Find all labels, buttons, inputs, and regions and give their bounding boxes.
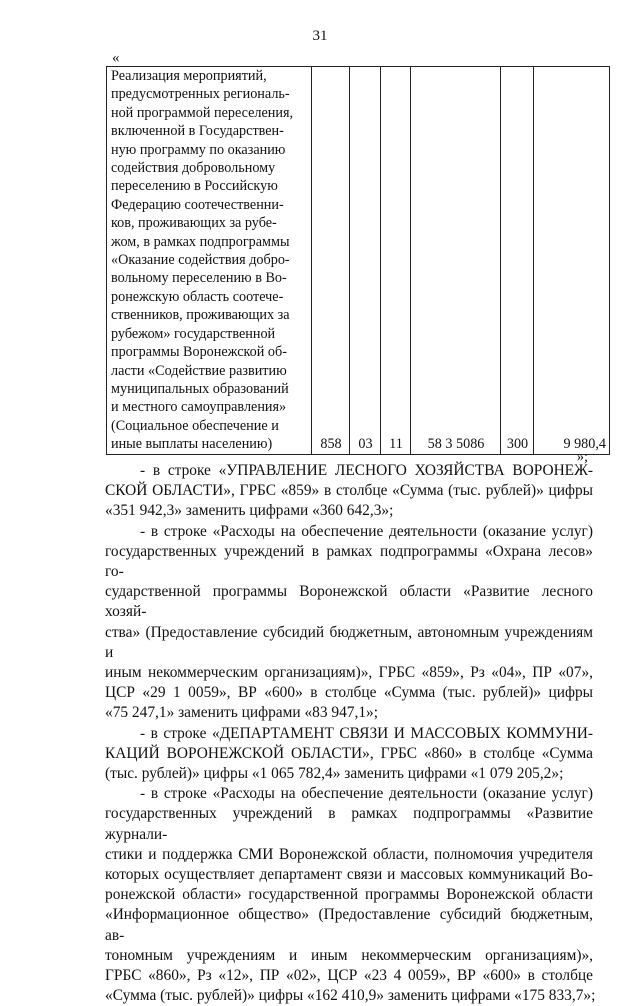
- text-line: - в строке «УПРАВЛЕНИЕ ЛЕСНОГО ХОЗЯЙСТВА ВОРОНЕЖ-: [140, 462, 593, 479]
- text-line: «Информационное общество» (Предоставление субсидий бюджетным, ав-: [105, 906, 593, 944]
- table-close-quote: »;: [576, 449, 588, 465]
- name-line: предусмотренных региональ-: [111, 86, 290, 103]
- name-line: рубежом» государственной: [111, 325, 276, 342]
- text-line: - в строке «Расходы на обеспечение деятельности (оказание услуг): [140, 522, 593, 540]
- text-line: стики и поддержка СМИ Воронежской области, полномочия учредителя: [105, 845, 593, 863]
- budget-table-container: [106, 66, 610, 455]
- name-line: ственников, проживающих за: [111, 307, 290, 324]
- name-line: переселению в Российскую: [111, 178, 278, 195]
- amendment-paragraph-forestry-total: [105, 461, 593, 522]
- name-line: муниципальных образований: [111, 380, 289, 397]
- name-line: Реализация мероприятий,: [111, 68, 267, 84]
- name-line: ронежскую область соотече-: [111, 288, 284, 305]
- name-line: вольному переселению в Во-: [111, 270, 287, 287]
- name-line: жом, в рамках подпрограммы: [111, 233, 290, 250]
- text-line: сударственной программы Воронежской области «Развитие лесного хозяй-: [105, 583, 593, 621]
- table-row: [107, 67, 610, 455]
- name-line: и местного самоуправления»: [111, 399, 287, 416]
- vr-cell: 300: [501, 67, 534, 455]
- expense-name-cell: [107, 67, 312, 455]
- text-line: ства» (Предоставление субсидий бюджетным, автономным учреждениям и: [105, 623, 593, 661]
- text-line: которых осуществляет департамент связи и массовых коммуникаций Во-: [105, 866, 593, 884]
- text-line: - в строке «Расходы на обеспечение деятельности (оказание услуг): [140, 785, 593, 803]
- name-line: ную программу по оказанию: [111, 141, 286, 158]
- text-line: - в строке «ДЕПАРТАМЕНТ СВЯЗИ И МАССОВЫХ КОММУНИ-: [140, 724, 593, 742]
- csr-cell: 58 3 5086: [411, 67, 501, 455]
- pr-cell: 11: [381, 67, 411, 455]
- text-line: (тыс. рублей)» цифры «1 065 782,4» заменить цифрами «1 079 205,2»;: [105, 765, 564, 783]
- text-line: иным некоммерческим организациям)», ГРБС «859», Рз «04», ПР «07»,: [105, 664, 593, 682]
- text-line: ронежской области» государственной программы Воронежской области: [105, 886, 593, 904]
- page-number: 31: [312, 28, 328, 44]
- name-line: содействия добровольному: [111, 160, 276, 177]
- name-line: ков, проживающих за рубе-: [111, 215, 277, 232]
- name-line: программы Воронежской об-: [111, 344, 287, 361]
- name-line: (Социальное обеспечение и: [111, 417, 279, 434]
- text-line: тономным учреждениям и иным некоммерческим организациям)»,: [105, 946, 593, 964]
- amendment-paragraph-forest-protection: [105, 522, 593, 724]
- name-line: Федерацию соотечественни-: [111, 196, 284, 213]
- budget-table: [106, 66, 610, 455]
- rz-cell: 03: [350, 67, 381, 455]
- sum-cell: 9 980,4: [534, 67, 610, 455]
- text-line: государственных учреждений в рамках подпрограммы «Охрана лесов» го-: [105, 542, 593, 581]
- text-line: СКОЙ ОБЛАСТИ», ГРБС «859» в столбце «Сумма (тыс. рублей)» цифры: [105, 482, 593, 500]
- name-line: включенной в Государствен-: [111, 123, 284, 140]
- name-line: иные выплаты населению): [111, 436, 273, 453]
- amendment-text: [105, 461, 596, 1006]
- grbs-cell: 858: [312, 67, 350, 455]
- text-line: КАЦИЙ ВОРОНЕЖСКОЙ ОБЛАСТИ», ГРБС «860» в столбце «Сумма: [105, 744, 593, 762]
- amendment-paragraph-communications-total: [105, 724, 593, 785]
- name-line: «Оказание содействия добро-: [111, 252, 290, 269]
- text-line: «Сумма (тыс. рублей)» цифры «162 410,9» заменить цифрами «175 833,7»;: [105, 987, 596, 1005]
- text-line: «75 247,1» заменить цифрами «83 947,1»;: [105, 704, 378, 722]
- text-line: государственных учреждений в рамках подпрограммы «Развитие журнали-: [105, 805, 593, 843]
- amendment-paragraph-journalism: [105, 784, 596, 1006]
- text-line: «351 942,3» заменить цифрами «360 642,3»;: [105, 502, 394, 520]
- text-line: ГРБС «860», Рз «12», ПР «02», ЦСР «23 4 0059», ВР «600» в столбце: [105, 967, 593, 985]
- name-line: ласти «Содействие развитию: [111, 362, 287, 379]
- name-line: ной программой переселения,: [111, 104, 294, 121]
- table-open-quote: «: [112, 50, 120, 66]
- text-line: ЦСР «29 1 0059», ВР «600» в столбце «Сумма (тыс. рублей)» цифры: [105, 684, 593, 702]
